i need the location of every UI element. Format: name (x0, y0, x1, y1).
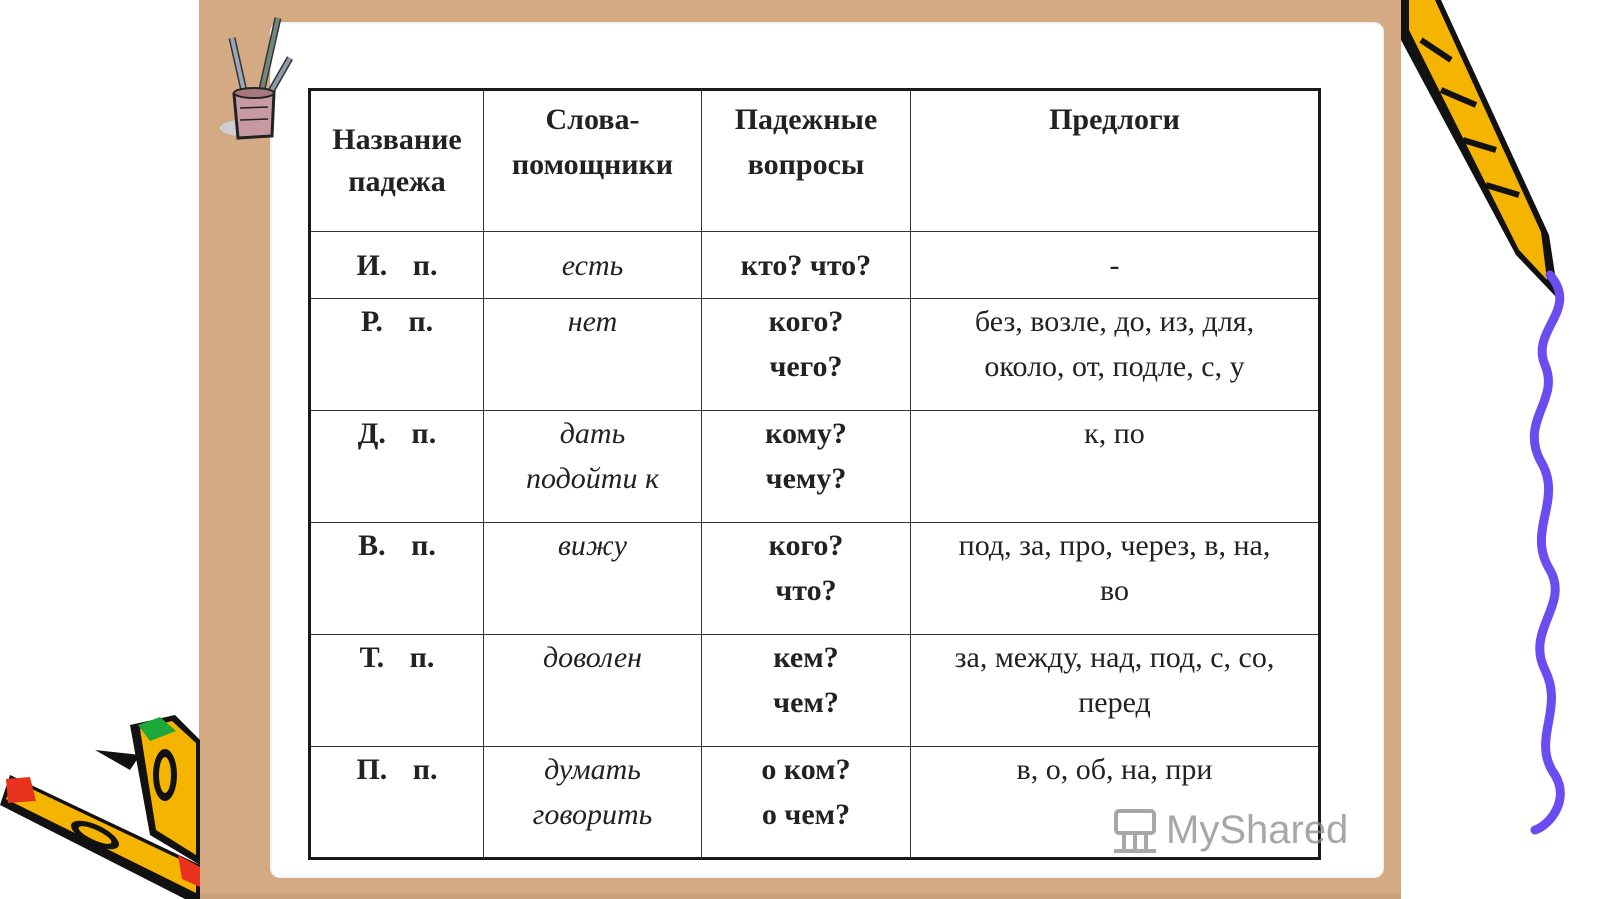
squiggle-line-icon (1510, 270, 1600, 850)
pencil-right-icon (1401, 0, 1571, 310)
pencil-cup-icon (210, 8, 300, 143)
header-case-name: Название падежа (310, 90, 484, 232)
table-row (310, 299, 1320, 411)
question-cell: кто? что? (702, 232, 911, 299)
question-cell: кого? что? (702, 523, 911, 635)
helper-word-cell: нет (484, 299, 702, 411)
question-cell: кому? чему? (702, 411, 911, 523)
helper-word-cell: дать подойти к (484, 411, 702, 523)
helper-word-cell: думать говорить (484, 747, 702, 859)
preposition-cell: - (911, 232, 1320, 299)
case-name-cell: Р. п. (310, 299, 484, 411)
watermark-text: MyShared (1166, 807, 1349, 852)
helper-word-cell: вижу (484, 523, 702, 635)
frame-bottom-strip (199, 894, 1401, 899)
preposition-cell: без, возле, до, из, для, около, от, подле, с, у (911, 299, 1320, 411)
question-cell: кем? чем? (702, 635, 911, 747)
helper-word-cell: есть (484, 232, 702, 299)
header-helper-words: Слова- помощники (484, 90, 702, 232)
helper-word-cell: доволен (484, 635, 702, 747)
myshared-logo-icon (1110, 805, 1160, 855)
question-cell: кого? чего? (702, 299, 911, 411)
preposition-cell: к, по (911, 411, 1320, 523)
crayons-icon (0, 715, 200, 899)
preposition-cell: под, за, про, через, в, на, во (911, 523, 1320, 635)
case-name-cell: Д. п. (310, 411, 484, 523)
case-name-cell: П. п. (310, 747, 484, 859)
header-prepositions: Предлоги (911, 90, 1320, 232)
header-case-questions: Падежные вопросы (702, 90, 911, 232)
cases-table (308, 88, 1321, 860)
question-cell: о ком? о чем? (702, 747, 911, 859)
preposition-cell: в, о, об, на, при (911, 747, 1320, 859)
table-row (310, 635, 1320, 747)
table-row (310, 232, 1320, 299)
table-row (310, 411, 1320, 523)
preposition-cell: за, между, над, под, с, со, перед (911, 635, 1320, 747)
table-row (310, 523, 1320, 635)
myshared-watermark (1110, 800, 1348, 860)
case-name-cell: И. п. (310, 232, 484, 299)
case-name-cell: Т. п. (310, 635, 484, 747)
table-header-row (310, 90, 1320, 232)
case-name-cell: В. п. (310, 523, 484, 635)
